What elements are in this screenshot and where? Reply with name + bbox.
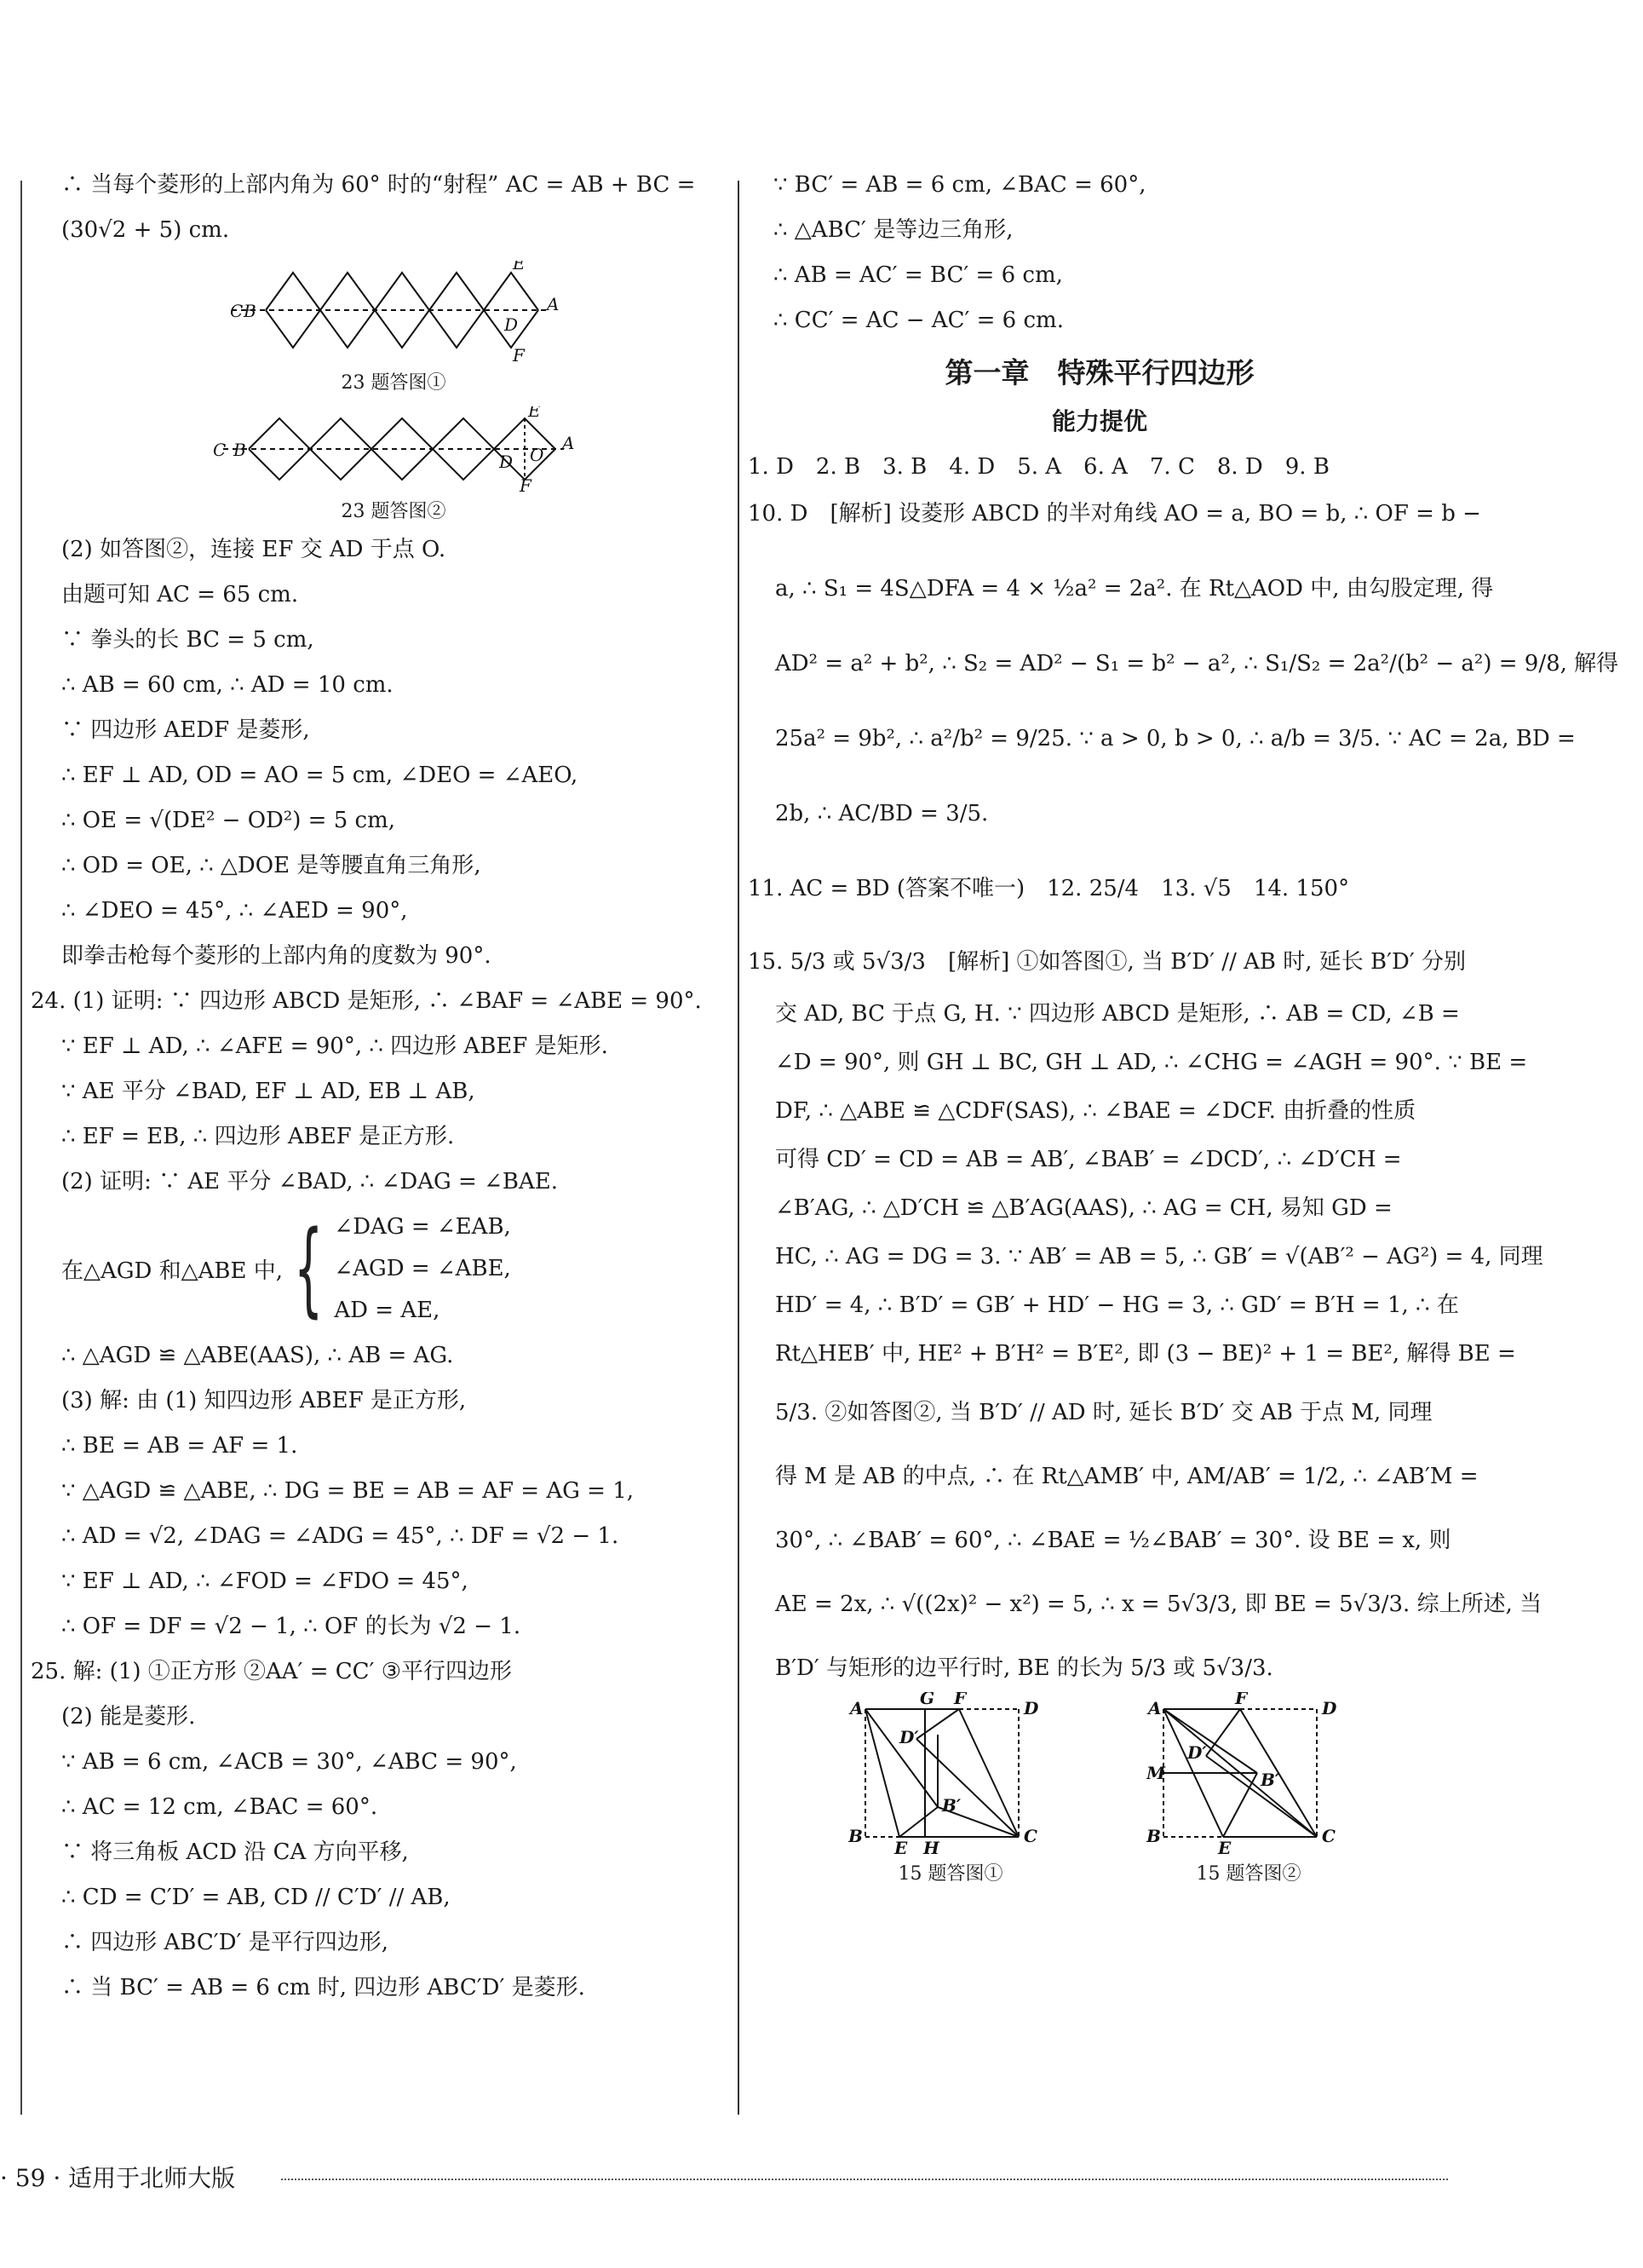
fig2-label-c: C [213,440,227,460]
fig3-label-b-prime: B′ [942,1795,962,1816]
text-line: ∴ 当 BC′ = AB = 6 cm 时, 四边形 ABC′D′ 是菱形. [61,1975,585,2000]
fig4-label-m: M [1146,1763,1166,1783]
rectangle-fold-diagram-1 [848,1692,1053,1854]
fig3-label-h: H [923,1838,939,1854]
fig3-label-a: A [850,1698,864,1718]
text-line: (2) 证明: ∵ AE 平分 ∠BAD, ∴ ∠DAG = ∠BAE. [61,1169,558,1194]
text-line: 即拳击枪每个菱形的上部内角的度数为 90°. [61,943,491,969]
text-line: ∵ 拳头的长 BC = 5 cm, [61,627,314,653]
rhombus-chain-diagram-1 [215,261,572,363]
q15-line: 可得 CD′ = CD = AB = AB′, ∠BAB′ = ∠DCD′, ∴ ∠D′CH = [775,1147,1402,1172]
q10-line: 2b, ∴ AC/BD = 3/5. [775,801,989,826]
fig4-label-b-prime: B′ [1261,1770,1280,1790]
text-line: (2) 能是菱形. [61,1704,196,1730]
fig3-label-d: D [1024,1698,1039,1718]
fig1-label-c: C [230,301,244,321]
fig2-label-e: E [528,406,541,421]
chapter-title: 第一章 特殊平行四边形 [945,356,1255,389]
condition-line: ∠AGD = ∠ABE, [334,1256,511,1281]
text-line: 由题可知 AC = 65 cm. [61,582,299,607]
fig4-label-d-prime: D′ [1187,1742,1207,1763]
fig4-label-e: E [1218,1838,1232,1854]
fig1-label-b: B [244,301,256,321]
fig3-label-g: G [920,1692,935,1708]
text-line: (3) 解: 由 (1) 知四边形 ABEF 是正方形, [61,1388,467,1413]
fig3-label-b: B [848,1826,863,1846]
fig4-label-d: D [1322,1698,1337,1718]
figure-15-1 [848,1692,1053,1885]
fig3-label-c: C [1024,1826,1037,1846]
text-line: ∴ CD = C′D′ = AB, CD // C′D′ // AB, [61,1885,451,1910]
fig4-label-a: A [1148,1698,1162,1718]
q10-line: a, ∴ S₁ = 4S△DFA = 4 × ½a² = 2a². 在 Rt△AOD 中, 由勾股定理, 得 [775,576,1494,602]
q15-line: HC, ∴ AG = DG = 3. ∵ AB′ = AB = 5, ∴ GB′ = √(AB′² − AG²) = 4, 同理 [775,1244,1543,1269]
fig3-label-d-prime: D′ [899,1727,919,1747]
fig2-label-o: O [530,445,544,465]
text-line: 25. 解: (1) ①正方形 ②AA′ = CC′ ③平行四边形 [31,1659,513,1684]
fig1-label-a: A [547,294,560,314]
text-line: ∴ OF = DF = √2 − 1, ∴ OF 的长为 √2 − 1. [61,1614,521,1639]
text-line: ∴ EF ⊥ AD, OD = AO = 5 cm, ∠DEO = ∠AEO, [61,763,578,788]
text-line: ∴ AD = √2, ∠DAG = ∠ADG = 45°, ∴ DF = √2 − 1. [61,1523,619,1549]
q15-line: Rt△HEB′ 中, HE² + B′H² = B′E², 即 (3 − BE)² + 1 = BE², 解得 BE = [775,1341,1516,1367]
text-line: ∵ EF ⊥ AD, ∴ ∠AFE = 90°, ∴ 四边形 ABEF 是矩形. [61,1033,608,1059]
rhombus-chain-diagram-2 [206,406,581,492]
figure-23-1 [61,261,726,394]
rectangle-fold-diagram-2 [1146,1692,1351,1854]
text-line: ∴ AB = 60 cm, ∴ AD = 10 cm. [61,672,394,698]
q15-line: 5/3. ②如答图②, 当 B′D′ // AD 时, 延长 B′D′ 交 AB 于点 M, 同理 [775,1400,1433,1425]
left-column [31,170,726,2018]
q15-line: 得 M 是 AB 的中点, ∴ 在 Rt△AMB′ 中, AM/AB′ = 1/2, ∴ ∠AB′M = [775,1464,1479,1489]
fig4-label-f: F [1235,1692,1248,1708]
q15-line: B′D′ 与矩形的边平行时, BE 的长为 5/3 或 5√3/3. [775,1655,1273,1681]
q15-line: ∠D = 90°, 则 GH ⊥ BC, GH ⊥ AD, ∴ ∠CHG = ∠AGH = 90°. ∵ BE = [775,1050,1528,1075]
text-line: (30√2 + 5) cm. [61,217,230,243]
text-line: ∵ △AGD ≌ △ABE, ∴ DG = BE = AB = AF = AG = 1, [61,1478,635,1504]
condition-line: ∠DAG = ∠EAB, [334,1214,511,1240]
fig2-label-f: F [520,475,531,492]
text-line: ∵ AB = 6 cm, ∠ACB = 30°, ∠ABC = 90°, [61,1749,517,1775]
fig1-label-f: F [513,345,525,363]
text-line: ∴ 四边形 ABC′D′ 是平行四边形, [61,1930,388,1955]
q15-line: HD′ = 4, ∴ B′D′ = GB′ + HD′ − HG = 3, ∴ GD′ = B′H = 1, ∴ 在 [775,1292,1459,1318]
brace-label: 在△AGD 和△ABE 中, [61,1258,284,1284]
text-line: ∴ EF = EB, ∴ 四边形 ABEF 是正方形. [61,1124,455,1149]
text-line: ∵ 四边形 AEDF 是菱形, [61,717,310,743]
q15-line: AE = 2x, ∴ √((2x)² − x²) = 5, ∴ x = 5√3/3, 即 BE = 5√3/3. 综上所述, 当 [775,1592,1542,1617]
column-divider [738,181,739,2115]
text-line: (2) 如答图②，连接 EF 交 AD 于点 O. [61,537,446,562]
brace-symbol: { [294,1209,324,1328]
text-line: ∴ OE = √(DE² − OD²) = 5 cm, [61,808,396,833]
fig4-label-c: C [1322,1826,1336,1846]
congruence-conditions [61,1209,726,1328]
figure-caption: 23 题答图② [341,501,446,522]
text-line: ∵ 将三角板 ACD 沿 CA 方向平移, [61,1839,409,1865]
brace-items [334,1212,510,1326]
section-title: 能力提优 [1051,407,1147,435]
q15-line: 15. 5/3 或 5√3/3 [解析] ①如答图①, 当 B′D′ // AB 时, 延长 B′D′ 分别 [748,949,1467,975]
text-line: ∴ ∠DEO = 45°, ∴ ∠AED = 90°, [61,898,408,924]
q15-line: 30°, ∴ ∠BAB′ = 60°, ∴ ∠BAE = ½∠BAB′ = 30°. 设 BE = x, 则 [775,1528,1451,1553]
text-line: ∵ AE 平分 ∠BAD, EF ⊥ AD, EB ⊥ AB, [61,1079,475,1104]
q11-14-line: 11. AC = BD (答案不唯一) 12. 25/4 13. √5 14. 150° [748,876,1350,901]
fig1-label-d: D [504,314,519,335]
q15-line: 交 AD, BC 于点 G, H. ∵ 四边形 ABCD 是矩形, ∴ AB = CD, ∠B = [775,1001,1460,1027]
answers-line: 1. D 2. B 3. B 4. D 5. A 6. A 7. C 8. D 9. B [748,454,1330,480]
figure-caption: 15 题答图② [1196,1863,1301,1885]
figure-15-2 [1146,1692,1351,1885]
fig2-label-b: B [233,440,246,460]
text-line: ∴ AB = AC′ = BC′ = 6 cm, [773,262,1063,288]
q10-line: 10. D [解析] 设菱形 ABCD 的半对角线 AO = a, BO = b, ∴ OF = b − [748,501,1481,527]
text-line: ∴ △AGD ≌ △ABE(AAS), ∴ AB = AG. [61,1343,454,1368]
text-line: ∵ EF ⊥ AD, ∴ ∠FOD = ∠FDO = 45°, [61,1569,468,1594]
fig4-label-b: B [1146,1826,1161,1846]
text-line: ∴ AC = 12 cm, ∠BAC = 60°. [61,1794,378,1820]
figure-caption: 15 题答图① [898,1863,1003,1885]
footer-dotted-rule [281,2179,1448,2180]
q15-line: ∠B′AG, ∴ △D′CH ≌ △B′AG(AAS), ∴ AG = CH, 易知 GD = [775,1195,1393,1221]
page-footer [0,2160,1643,2194]
q15-figures [748,1692,1451,1885]
text-line: ∴ OD = OE, ∴ △DOE 是等腰直角三角形, [61,853,481,878]
figure-caption: 23 题答图① [341,372,446,394]
q10-line: 25a² = 9b², ∴ a²/b² = 9/25. ∵ a > 0, b > 0, ∴ a/b = 3/5. ∵ AC = 2a, BD = [775,726,1576,751]
right-column [748,170,1619,1885]
condition-line: AD = AE, [334,1298,440,1323]
fig1-label-e: E [513,261,526,273]
fig3-label-e: E [894,1838,908,1854]
text-line: ∵ BC′ = AB = 6 cm, ∠BAC = 60°, [773,172,1146,198]
fig2-label-a: A [562,433,575,453]
q15-line: DF, ∴ △ABE ≌ △CDF(SAS), ∴ ∠BAE = ∠DCF. 由折叠的性质 [775,1098,1416,1124]
text-line: ∴ CC′ = AC − AC′ = 6 cm. [773,308,1064,333]
fig3-label-f: F [954,1692,967,1708]
footer-page-info: · 59 · 适用于北师大版 [0,2164,236,2192]
text-line: ∴ △ABC′ 是等边三角形, [773,217,1014,243]
text-line: ∴ 当每个菱形的上部内角为 60° 时的“射程” AC = AB + BC = [61,172,696,198]
text-line: 24. (1) 证明: ∵ 四边形 ABCD 是矩形, ∴ ∠BAF = ∠ABE = 90°. [31,988,702,1014]
fig2-label-d: D [499,452,514,472]
q10-line: AD² = a² + b², ∴ S₂ = AD² − S₁ = b² − a², ∴ S₁/S₂ = 2a²/(b² − a²) = 9/8, 解得 [775,651,1619,676]
text-line: ∴ BE = AB = AF = 1. [61,1433,298,1459]
left-margin-rule [20,181,22,2115]
figure-23-2 [61,406,726,523]
